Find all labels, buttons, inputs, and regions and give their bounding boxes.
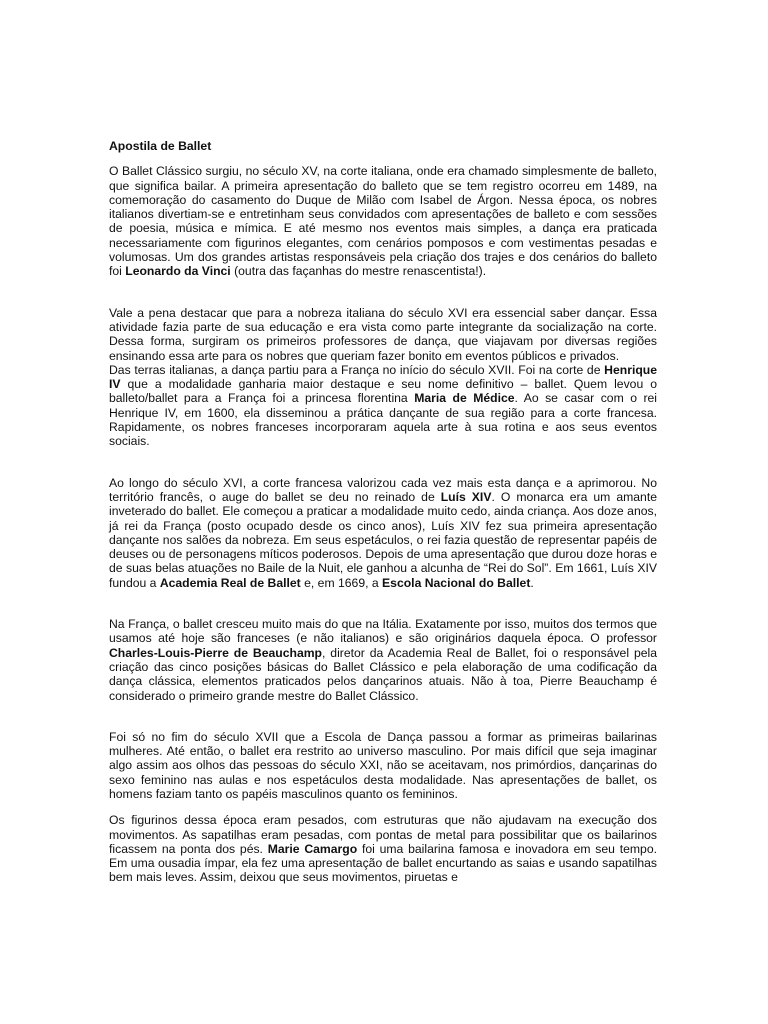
bold-name-academia: Academia Real de Ballet [159, 575, 301, 590]
paragraph-first-ballerinas [109, 730, 657, 801]
bold-name-escola: Escola Nacional do Ballet [382, 575, 531, 590]
paragraph-france-arrival [109, 363, 657, 449]
paragraph-costumes [109, 813, 657, 884]
bold-name-camargo: Marie Camargo [267, 841, 358, 856]
paragraph-italian-nobility [109, 306, 657, 363]
paragraph-luis-xiv [109, 476, 657, 590]
paragraph-gap [109, 590, 657, 617]
bold-name-maria: Maria de Médice [414, 391, 515, 406]
paragraph-gap [109, 703, 657, 730]
paragraph-text: Ao longo do século XVI, a corte francesa valorizou cada vez mais esta dança e a aprimorou. No território francês, o auge do ballet se deu no reinado de [109, 475, 657, 504]
paragraph-text: Das terras italianas, a dança partiu para a França no início do século XVII. Foi na corte de [109, 362, 605, 377]
paragraph-text: O Ballet Clássico surgiu, no século XV, na corte italiana, onde era chamado simplesmente de balleto, que significa bailar. A primeira apresentação do balleto que se tem registro ocorreu em 1489, na comemoração do casamento do Duque de Milão com Isabel de Árgon. Nessa época, os nobres italianos divertiam-se e entretinham seus convidados com apresentações de balleto e com sessões de poesia, música e mímica. E até mesmo nos eventos mais simples, a dança era praticada necessariamente com figurinos elegantes, com cenários pomposos e com vestimentas pesadas e volumosas. Um dos grandes artistas responsáveis pela criação dos trajes e dos cenários do balleto foi [109, 164, 657, 279]
paragraph-text: Na França, o ballet cresceu muito mais do que na Itália. Exatamente por isso, muitos dos termos que usamos até hoje são franceses (e não italianos) e são originários daquela época. O professor [109, 617, 657, 646]
paragraph-gap [109, 279, 657, 306]
paragraph-text: . O monarca era um amante inveterado do ballet. Ele começou a praticar a modalidade muito cedo, ainda criança. Aos doze anos, já rei da França (posto ocupado desde os cinco anos), Luís XIV fez sua primeira apresentação dançante nos salões da nobreza. Em seus espetáculos, o rei fazia questão de representar papéis de deuses ou de personagens míticos poderosos. Depois de uma apresentação que durou doze horas e de suas belas atuações no Baile de la Nuit, ele ganhou a alcunha de “Rei do Sol”. Em 1661, Luís XIV fundou a [109, 489, 657, 590]
paragraph-gap [109, 449, 657, 476]
document-title: Apostila de Ballet [109, 139, 212, 153]
paragraph-text: . Ao se casar com o rei Henrique IV, em 1600, ela disseminou a prática dançante de sua região para a corte francesa. Rapidamente, os nobres franceses incorporaram aquela arte à sua rotina e aos seus eventos sociais. [109, 391, 657, 449]
paragraph-text: (outra das façanhas do mestre renascentista!). [230, 264, 487, 279]
document-body [109, 139, 657, 885]
paragraph-text: e, em 1669, a [300, 575, 383, 590]
paragraph-text: Vale a pena destacar que para a nobreza italiana do século XVI era essencial saber dançar. Essa atividade fazia parte de sua educação e era vista como parte integrante da socialização na corte. Dessa forma, surgiram os primeiros professores de dança, que viajavam por diversas regiões ensinando essa arte para os nobres que queriam fazer bonito em eventos públicos e privados. [109, 305, 657, 363]
bold-name-henrique: Henrique IV [109, 362, 657, 392]
paragraph-origin [109, 164, 657, 278]
bold-name-leonardo: Leonardo da Vinci [125, 264, 231, 279]
paragraph-text: Os figurinos dessa época eram pesados, com estruturas que não ajudavam na execução dos movimentos. As sapatilhas eram pesadas, com pontas de metal para possibilitar que os bailarinos ficassem na ponta dos pés. [109, 813, 657, 856]
paragraph-text: . [530, 575, 534, 590]
paragraph-beauchamp [109, 617, 657, 703]
paragraph-text: que a modalidade ganharia maior destaque e seu nome definitivo – ballet. Quem levou o balleto/ballet para a França foi a princesa florentina [109, 377, 657, 406]
paragraph-text: , diretor da Academia Real de Ballet, foi o responsável pela criação das cinco posições básicas do Ballet Clássico e pela elaboração de uma codificação da dança clássica, elementos praticados pelos dançarinos atuais. Não à toa, Pierre Beauchamp é considerado o primeiro grande mestre do Ballet Clássico. [109, 645, 657, 703]
paragraph-text: foi uma bailarina famosa e inovadora em seu tempo. Em uma ousadia ímpar, ela fez uma apresentação de ballet encurtando as saias e usando sapatilhas bem mais leves. Assim, deixou que seus movimentos, piruetas e [109, 841, 657, 885]
bold-name-luis: Luís XIV [440, 489, 492, 504]
bold-name-beauchamp: Charles-Louis-Pierre de Beauchamp [109, 645, 323, 660]
paragraph-gap [109, 801, 657, 813]
paragraph-text: Foi só no fim do século XVII que a Escola de Dança passou a formar as primeiras bailarinas mulheres. Até então, o ballet era restrito ao universo masculino. Por mais difícil que seja imaginar algo assim aos olhos das pessoas do século XXI, não se aceitavam, nos primórdios, dançarinas do sexo feminino nas aulas e nos espetáculos desta modalidade. Nas apresentações de ballet, os homens faziam tanto os papéis masculinos quanto os femininos. [109, 729, 657, 801]
